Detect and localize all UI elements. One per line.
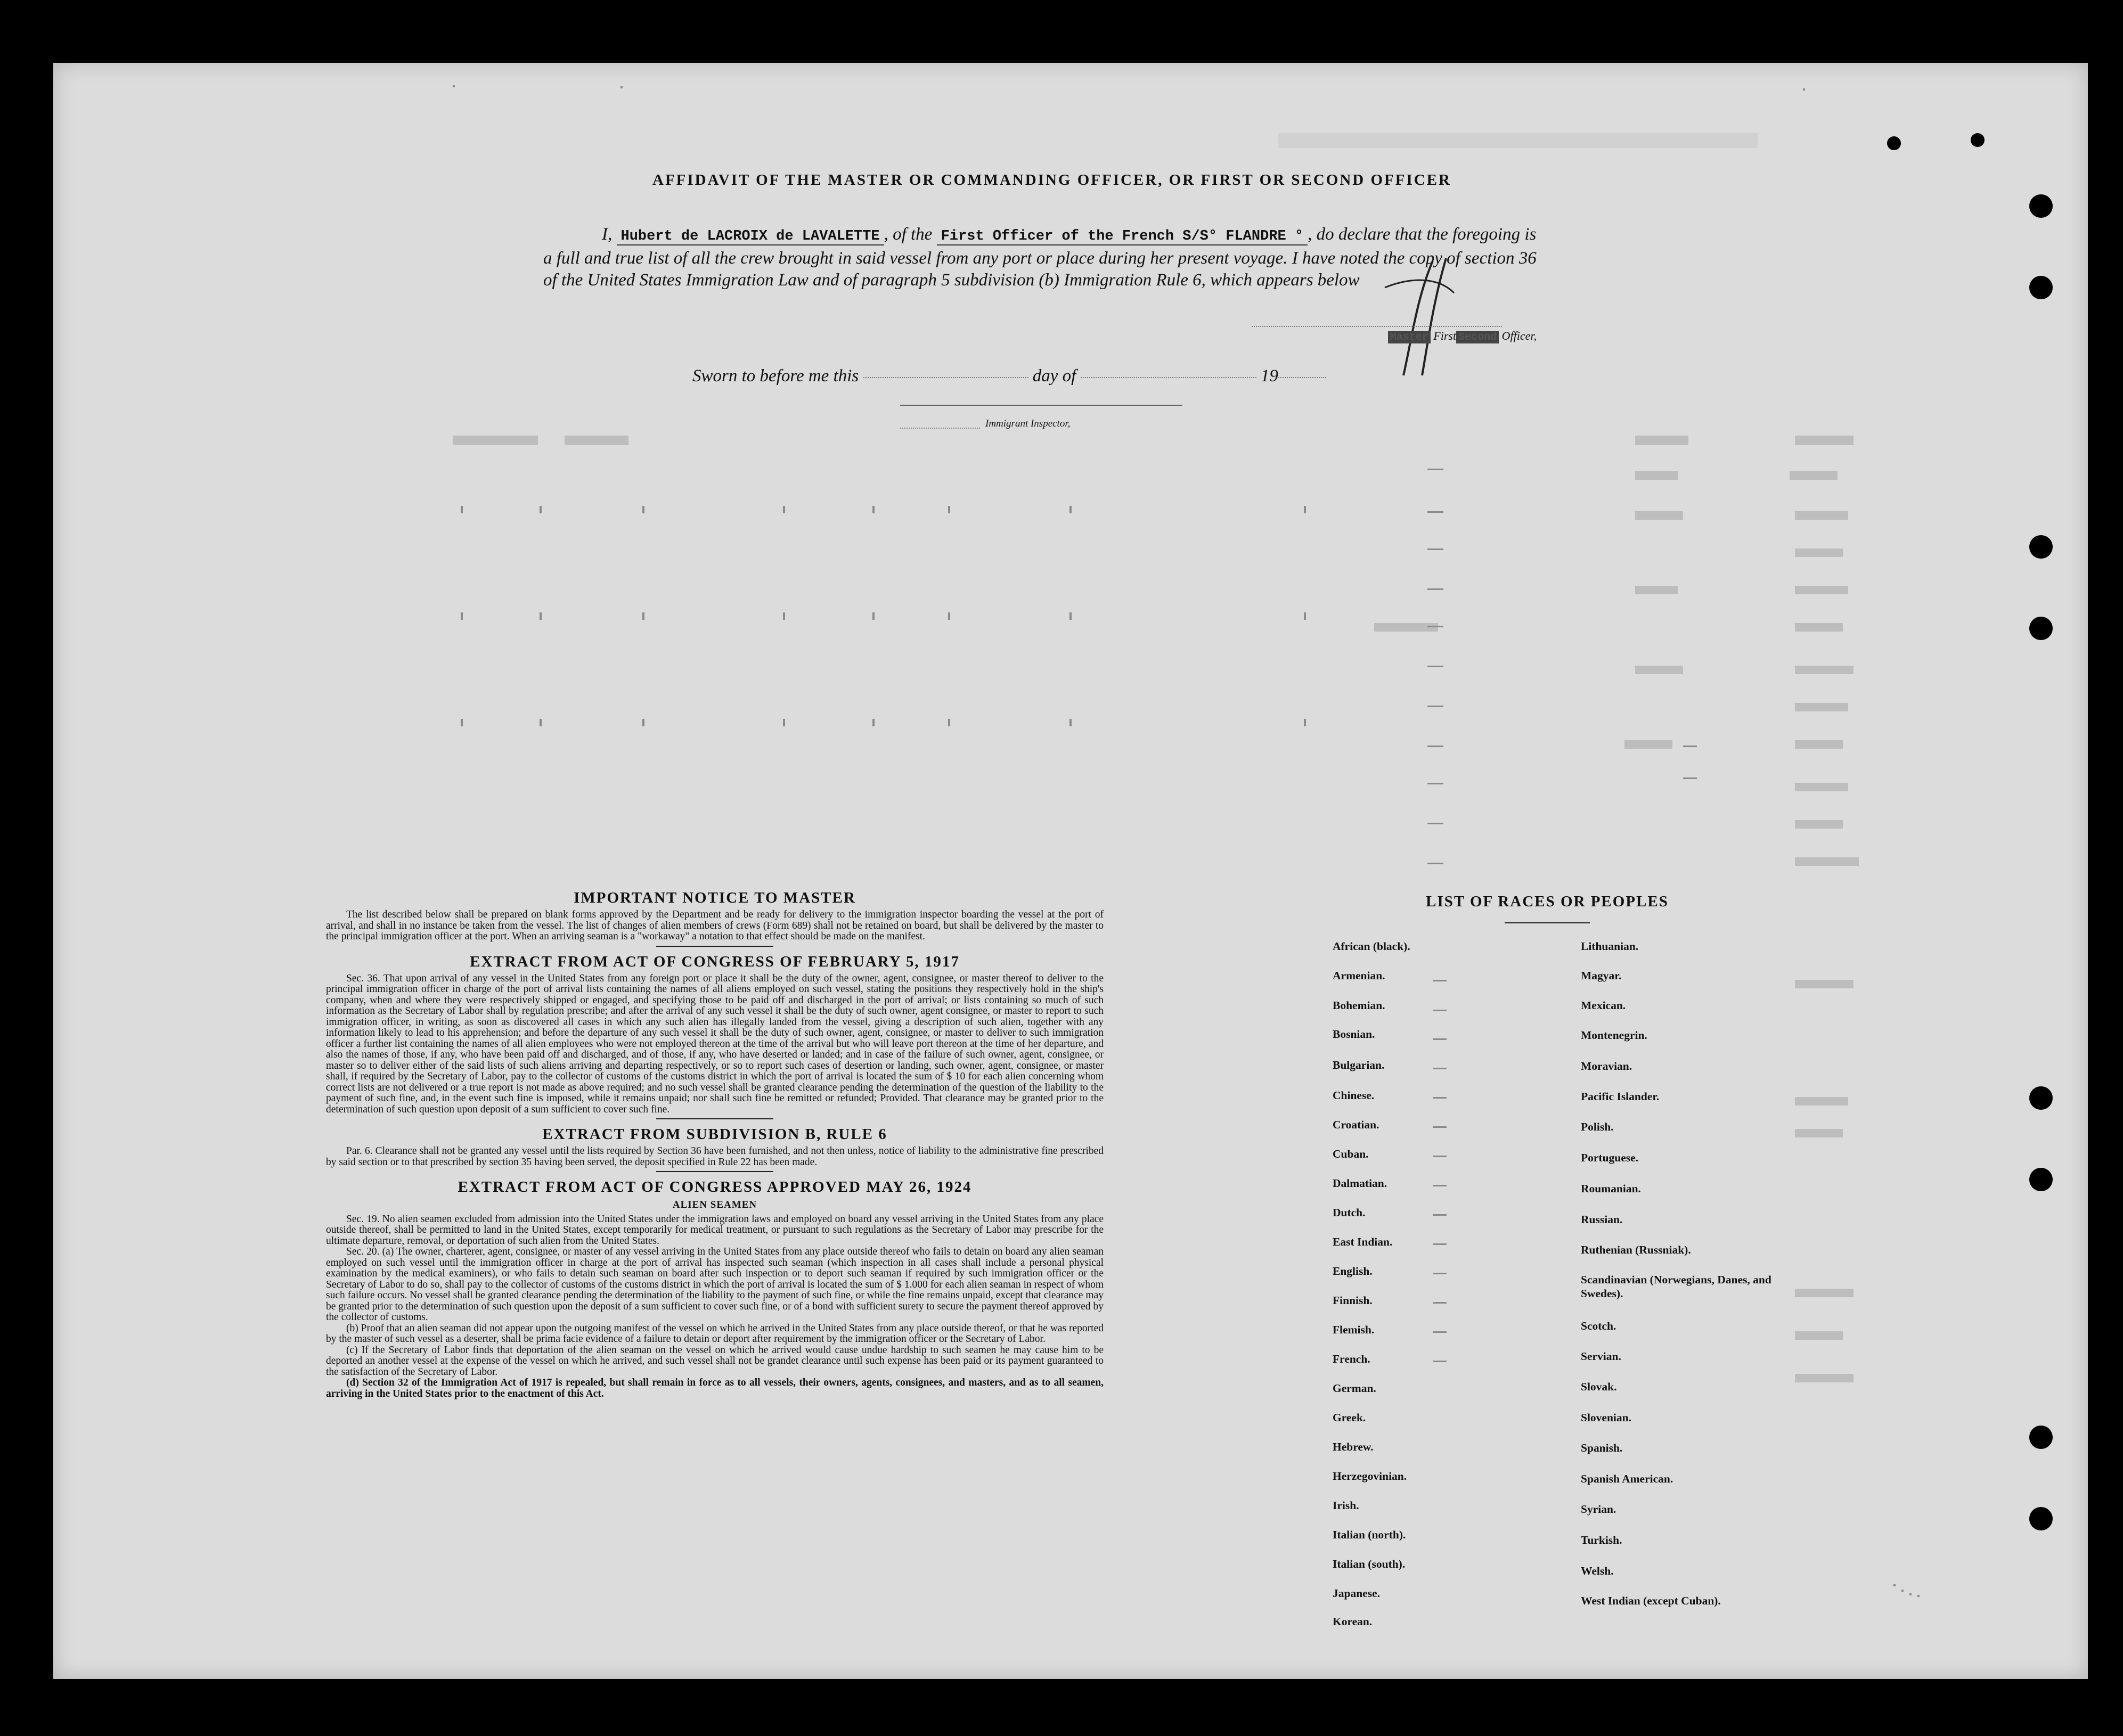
sworn-month-blank	[1081, 376, 1256, 378]
notice-text: The list described below shall be prepared on blank forms approved by the Department and be ready for delivery to the immigration inspector boarding the vessel at the port of arrival, and shall in no instance be taken from the vessel. The list of changes of alien members of crews (Form 689) shall not be retained on board, but shall be delivered by the master to the principal immigration officer at the port. When an arriving seaman is a "workaway" a notation to that effect should be made on the manifest.	[326, 909, 1104, 942]
race-item: Russian.	[1581, 1213, 1623, 1226]
race-item: Greek.	[1333, 1411, 1366, 1424]
alien-seamen-subheading: ALIEN SEAMEN	[672, 1199, 757, 1210]
race-item: Moravian.	[1581, 1060, 1632, 1072]
race-item: Italian (south).	[1333, 1558, 1406, 1570]
extract-rule6-heading: EXTRACT FROM SUBDIVISION B, RULE 6	[542, 1126, 887, 1143]
signature	[1353, 256, 1459, 378]
race-item: East Indian.	[1333, 1235, 1393, 1248]
race-item: Finnish.	[1333, 1294, 1373, 1307]
race-item: African (black).	[1333, 940, 1410, 953]
race-item: Scandinavian (Norwegians, Danes, and Swedes).	[1581, 1273, 1771, 1300]
day-of-label: day of	[1032, 366, 1076, 386]
sec-20a-paragraph: Sec. 20. (a) The owner, charterer, agent, consignee, or master of any vessel arriving in the United States from any place outside thereof who fails to detain on board any alien seaman employed on such vessel until the immigration officer in charge at the port of arrival has inspected such seaman (which inspection in all cases shall include a personal physical examination by the medical examiners), or who fails to detain such seaman on board after such inspection or to deport such seaman if required by such immigration officer or the Secretary of Labor to do so, shall pay to the collector of customs of the customs district in which the port of arrival is located the sum of $ 1.000 for each alien seaman in respect of whom such failure occurs. No vessel shall be granted clearance pending the determination of the liability to the payment of such fine, or while the fine remains unpaid, except that clearance may be granted prior to the determination of such question upon the deposit of a sum sufficient to cover such fine, or of a bond with sufficient surety to secure the payment thereof approved by the collector of customs.	[326, 1246, 1104, 1323]
race-item: Bulgarian.	[1333, 1059, 1385, 1071]
race-item: Korean.	[1333, 1615, 1373, 1628]
race-item: Flemish.	[1333, 1323, 1375, 1336]
race-item: Magyar.	[1581, 969, 1622, 982]
race-item: Spanish American.	[1581, 1472, 1673, 1485]
race-item: Bosnian.	[1333, 1028, 1375, 1041]
race-item: Herzegovinian.	[1333, 1470, 1407, 1483]
legal-notice-column	[326, 888, 1104, 1399]
race-item: Ruthenian (Russniak).	[1581, 1243, 1691, 1256]
extract-1917-text: Sec. 36. That upon arrival of any vessel in the United States from any foreign port or place it shall be the duty of the owner, agent, consignee, or master thereof to deliver to the principal immigration officer in charge of the port of arrival lists containing the names of all aliens employed on such vessel, stating the positions they respectively hold in the ship's company, when and where they were respectively shipped or engaged, and specifying those to be paid off and discharged in the port of arrival; or lists containing so much of such information as the Secretary of Labor shall by regulation prescribe; and after the arrival of any such vessel it shall be the duty of such owner, agent consignee, or master to report to such immigration officer, in writing, as soon as discovered all cases in which any such alien has illegally landed from the vessel, giving a description of such alien, together with any information likely to lead to his apprehension; and before the departure of any such vessel it shall be the duty of such owner, agent, consignee, or master to deliver to such immigration officer a further list containing the names of all alien employees who were not employed thereon at the time of the arrival but who will leave port thereon at the time of her departure, and also the names of those, if any, who have been paid off and discharged, and of those, if any, who have deserted or landed; and in case of the failure of such owner, agent, consignee, or master so to deliver either of the said lists of such aliens arriving and departing respectively, or so to report such cases of desertion or landing, such owner, agent, consignee, or master shall, if required by the Secretary of Labor, pay to the collector of customs of the customs district in which the port of arrival is located the sum of $ 10 for each alien concerning whom correct lists are not delivered or a true report is not made as above required; and no such vessel shall be granted clearance pending the determination of the question of the liability to the payment of such fine, and, in the event such fine is imposed, while it remains unpaid; nor shall such fine be remitted or refunded; Provided. That clearance may be granted prior to the determination of such question upon deposit of a sum sufficient to cover such fine.	[326, 972, 1104, 1115]
year-prefix: 19	[1260, 366, 1278, 386]
do-declare-label: , do declare	[1308, 225, 1391, 244]
officer-suffix: Officer,	[1501, 329, 1537, 342]
race-item: Dutch.	[1333, 1206, 1366, 1219]
struck-second: Second	[1456, 331, 1499, 343]
race-item: Welsh.	[1581, 1565, 1614, 1577]
race-item: English.	[1333, 1265, 1373, 1278]
extract-rule6-text: Par. 6. Clearance shall not be granted any vessel until the lists required by Section 36 have been furnished, and not then unless, notice of liability to the administrative fine prescribed by said section or to that prescribed by section 35 having been served, the deposit specified in Rule 22 has been made.	[326, 1145, 1104, 1168]
race-item: Irish.	[1333, 1499, 1359, 1512]
race-item: West Indian (except Cuban).	[1581, 1594, 1721, 1607]
race-item: Armenian.	[1333, 969, 1385, 982]
race-item: Slovak.	[1581, 1380, 1617, 1393]
race-item: German.	[1333, 1382, 1376, 1395]
sec-20b-paragraph: (b) Proof that an alien seaman did not appear upon the outgoing manifest of the vessel on which he arrived in the United States from any place outside thereof, or that he was reported by the master of such vessel as a deserter, shall be prima facie evidence of a failure to detain or deport after requirement by the immigration officer or the Secretary of Labor.	[326, 1322, 1104, 1345]
race-item: Slovenian.	[1581, 1411, 1631, 1424]
officer-signature-rule	[1252, 326, 1502, 327]
of-the-label: , of the	[884, 225, 933, 244]
section-divider	[656, 1171, 773, 1172]
race-item: Dalmatian.	[1333, 1177, 1387, 1190]
race-item: Montenegrin.	[1581, 1029, 1647, 1042]
section-divider	[656, 1118, 773, 1119]
race-item: Croatian.	[1333, 1118, 1379, 1131]
race-item: Italian (north).	[1333, 1528, 1406, 1541]
race-item: Japanese.	[1333, 1587, 1380, 1600]
races-heading-rule	[1505, 922, 1590, 923]
inspector-signature-rule	[900, 405, 1182, 406]
race-item: Hebrew.	[1333, 1440, 1374, 1453]
races-heading: LIST OF RACES OR PEOPLES	[1426, 893, 1669, 910]
sworn-day-blank	[863, 376, 1028, 378]
race-item: Cuban.	[1333, 1148, 1369, 1160]
officer-line	[1225, 329, 1537, 343]
race-item: Spanish.	[1581, 1442, 1623, 1454]
inspector-label: Immigrant Inspector,	[985, 418, 1071, 429]
declaration-body: that the foregoing is a full and true list of all the crew brought in said vessel from any port or place during her present voyage. I have noted the copy of section 36 of the United States Immigration Law and of paragraph 5 subdivision (b) Immigration Rule 6, which appears below	[543, 225, 1537, 290]
sworn-label: Sworn to before me this	[692, 366, 859, 386]
declarant-rank: First Officer of the French S/S° FLANDRE °	[937, 228, 1308, 245]
sworn-year-blank	[1278, 376, 1326, 378]
race-item: Mexican.	[1581, 999, 1626, 1012]
sec-20d-paragraph: (d) Section 32 of the Immigration Act of 1917 is repealed, but shall remain in force as to all vessels, their owners, agents, consignees, and masters, and as to all seamen, arriving in the United States prior to the enactment of this Act.	[326, 1377, 1104, 1399]
inspector-dotted-rule	[900, 428, 980, 429]
race-item: Chinese.	[1333, 1089, 1375, 1102]
sworn-line	[692, 366, 1385, 386]
notice-heading: IMPORTANT NOTICE TO MASTER	[574, 889, 856, 906]
sec-20c-paragraph: (c) If the Secretary of Labor finds that deportation of the alien seaman on the vessel on which he arrived would cause undue hardship to such seamen he may cause him to be deported an another vessel at the expense of the vessel on which he arrived, and such vessel shall not be grandet clearance until such expense has been paid or its payment guaranteed to the satisfaction of the Secretary of Labor.	[326, 1344, 1104, 1378]
declarant-name: Hubert de LACROIX de LAVALETTE	[617, 228, 884, 245]
race-item: Portuguese.	[1581, 1151, 1639, 1164]
race-item: Turkish.	[1581, 1534, 1622, 1546]
race-item: French.	[1333, 1353, 1370, 1365]
race-item: Bohemian.	[1333, 999, 1385, 1012]
declaration-prefix: I,	[602, 225, 613, 244]
sec-19-paragraph: Sec. 19. No alien seamen excluded from admission into the United States under the immigration laws and employed on board any vessel arriving in the United States from any place outside thereof, shall be permitted to land in the United States, except temporarily for medical treatment, or pursuant to such regulations as the Secretary of Labor may prescribe for the ultimate departure, removal, or deportation of such alien from the United States.	[326, 1213, 1104, 1247]
section-divider	[656, 946, 773, 947]
struck-master: Master	[1388, 331, 1431, 343]
race-item: Pacific Islander.	[1581, 1090, 1660, 1103]
race-item: Scotch.	[1581, 1320, 1616, 1332]
race-item: Roumanian.	[1581, 1182, 1641, 1195]
extract-1924-heading: EXTRACT FROM ACT OF CONGRESS APPROVED MAY 26, 1924	[458, 1178, 972, 1195]
officer-first: First	[1433, 329, 1457, 342]
extract-1917-heading: EXTRACT FROM ACT OF CONGRESS OF FEBRUARY 5, 1917	[470, 953, 960, 970]
race-item: Syrian.	[1581, 1503, 1616, 1516]
race-item: Lithuanian.	[1581, 940, 1639, 953]
race-item: Servian.	[1581, 1350, 1621, 1363]
affidavit-title: AFFIDAVIT OF THE MASTER OR COMMANDING OFFICER, OR FIRST OR SECOND OFFICER	[652, 171, 1451, 189]
race-item: Polish.	[1581, 1120, 1614, 1133]
